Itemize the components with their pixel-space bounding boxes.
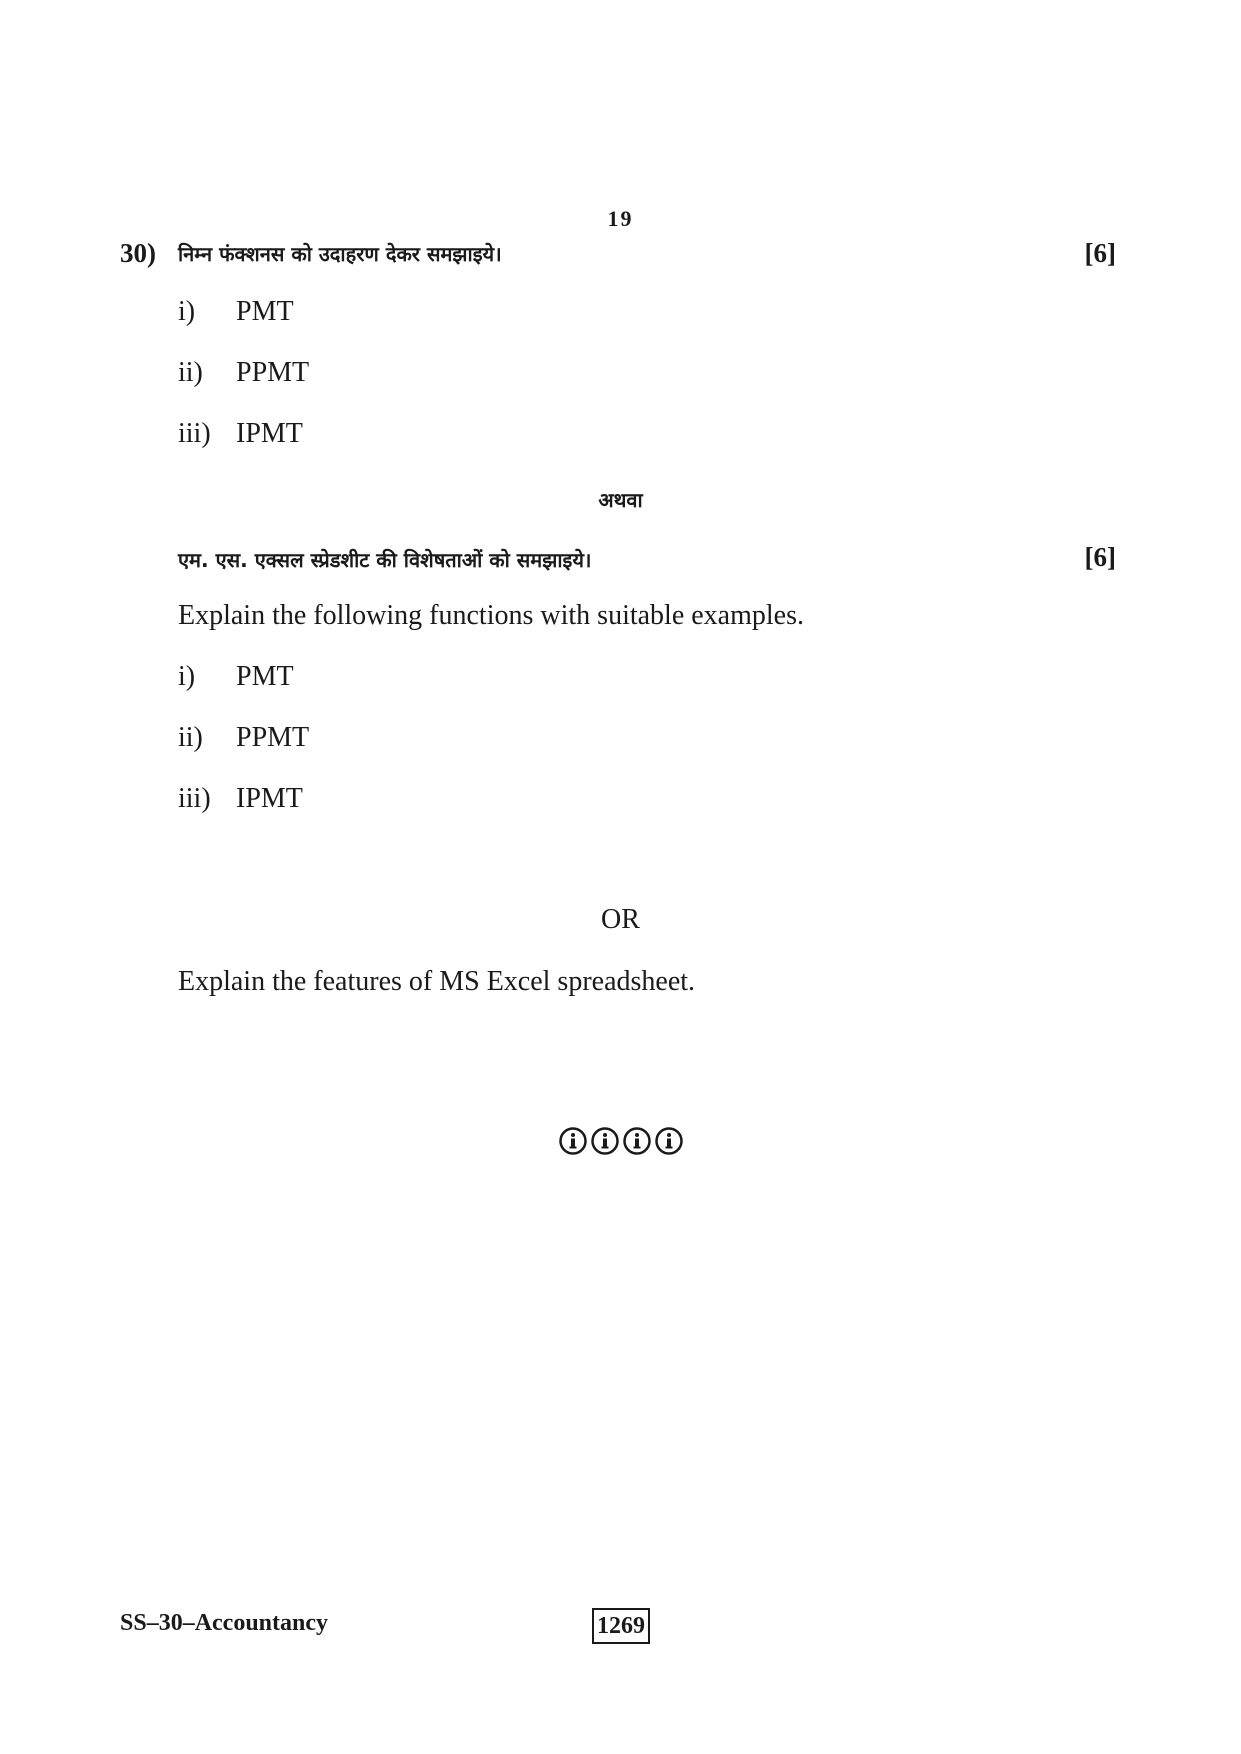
footer-subject: SS–30–Accountancy (120, 1610, 329, 1636)
item-roman: iii) (178, 783, 211, 814)
item-function: PMT (236, 661, 294, 692)
alt-question-english: Explain the features of MS Excel spreadsheet. (178, 966, 696, 997)
page-number: 19 (607, 206, 634, 231)
item-roman: ii) (178, 357, 203, 388)
footer-code: 1269 (592, 1608, 650, 1644)
marks-1: [6] (1084, 238, 1116, 268)
alt-question-hindi: एम. एस. एक्सल स्प्रेडशीट की विशेषताओं को समझाइये। (178, 548, 592, 572)
item-function: PMT (236, 296, 294, 327)
info-circle-icon (654, 1126, 684, 1156)
item-roman: i) (178, 296, 196, 327)
or-english: OR (601, 904, 640, 935)
question-hindi: निम्न फंक्शनस को उदाहरण देकर समझाइये। (178, 242, 502, 266)
item-roman: iii) (178, 418, 211, 449)
end-marks (0, 1126, 1241, 1156)
item-function: IPMT (236, 418, 303, 449)
or-hindi: अथवा (598, 488, 643, 512)
item-roman: ii) (178, 722, 203, 753)
marks-2: [6] (1084, 542, 1116, 572)
item-function: PPMT (236, 357, 310, 388)
item-function: PPMT (236, 722, 310, 753)
info-circle-icon (558, 1126, 588, 1156)
question-number: 30) (120, 238, 156, 268)
info-circle-icon (590, 1126, 620, 1156)
question-english: Explain the following functions with suitable examples. (178, 600, 804, 631)
info-circle-icon (622, 1126, 652, 1156)
item-roman: i) (178, 661, 196, 692)
item-function: IPMT (236, 783, 303, 814)
